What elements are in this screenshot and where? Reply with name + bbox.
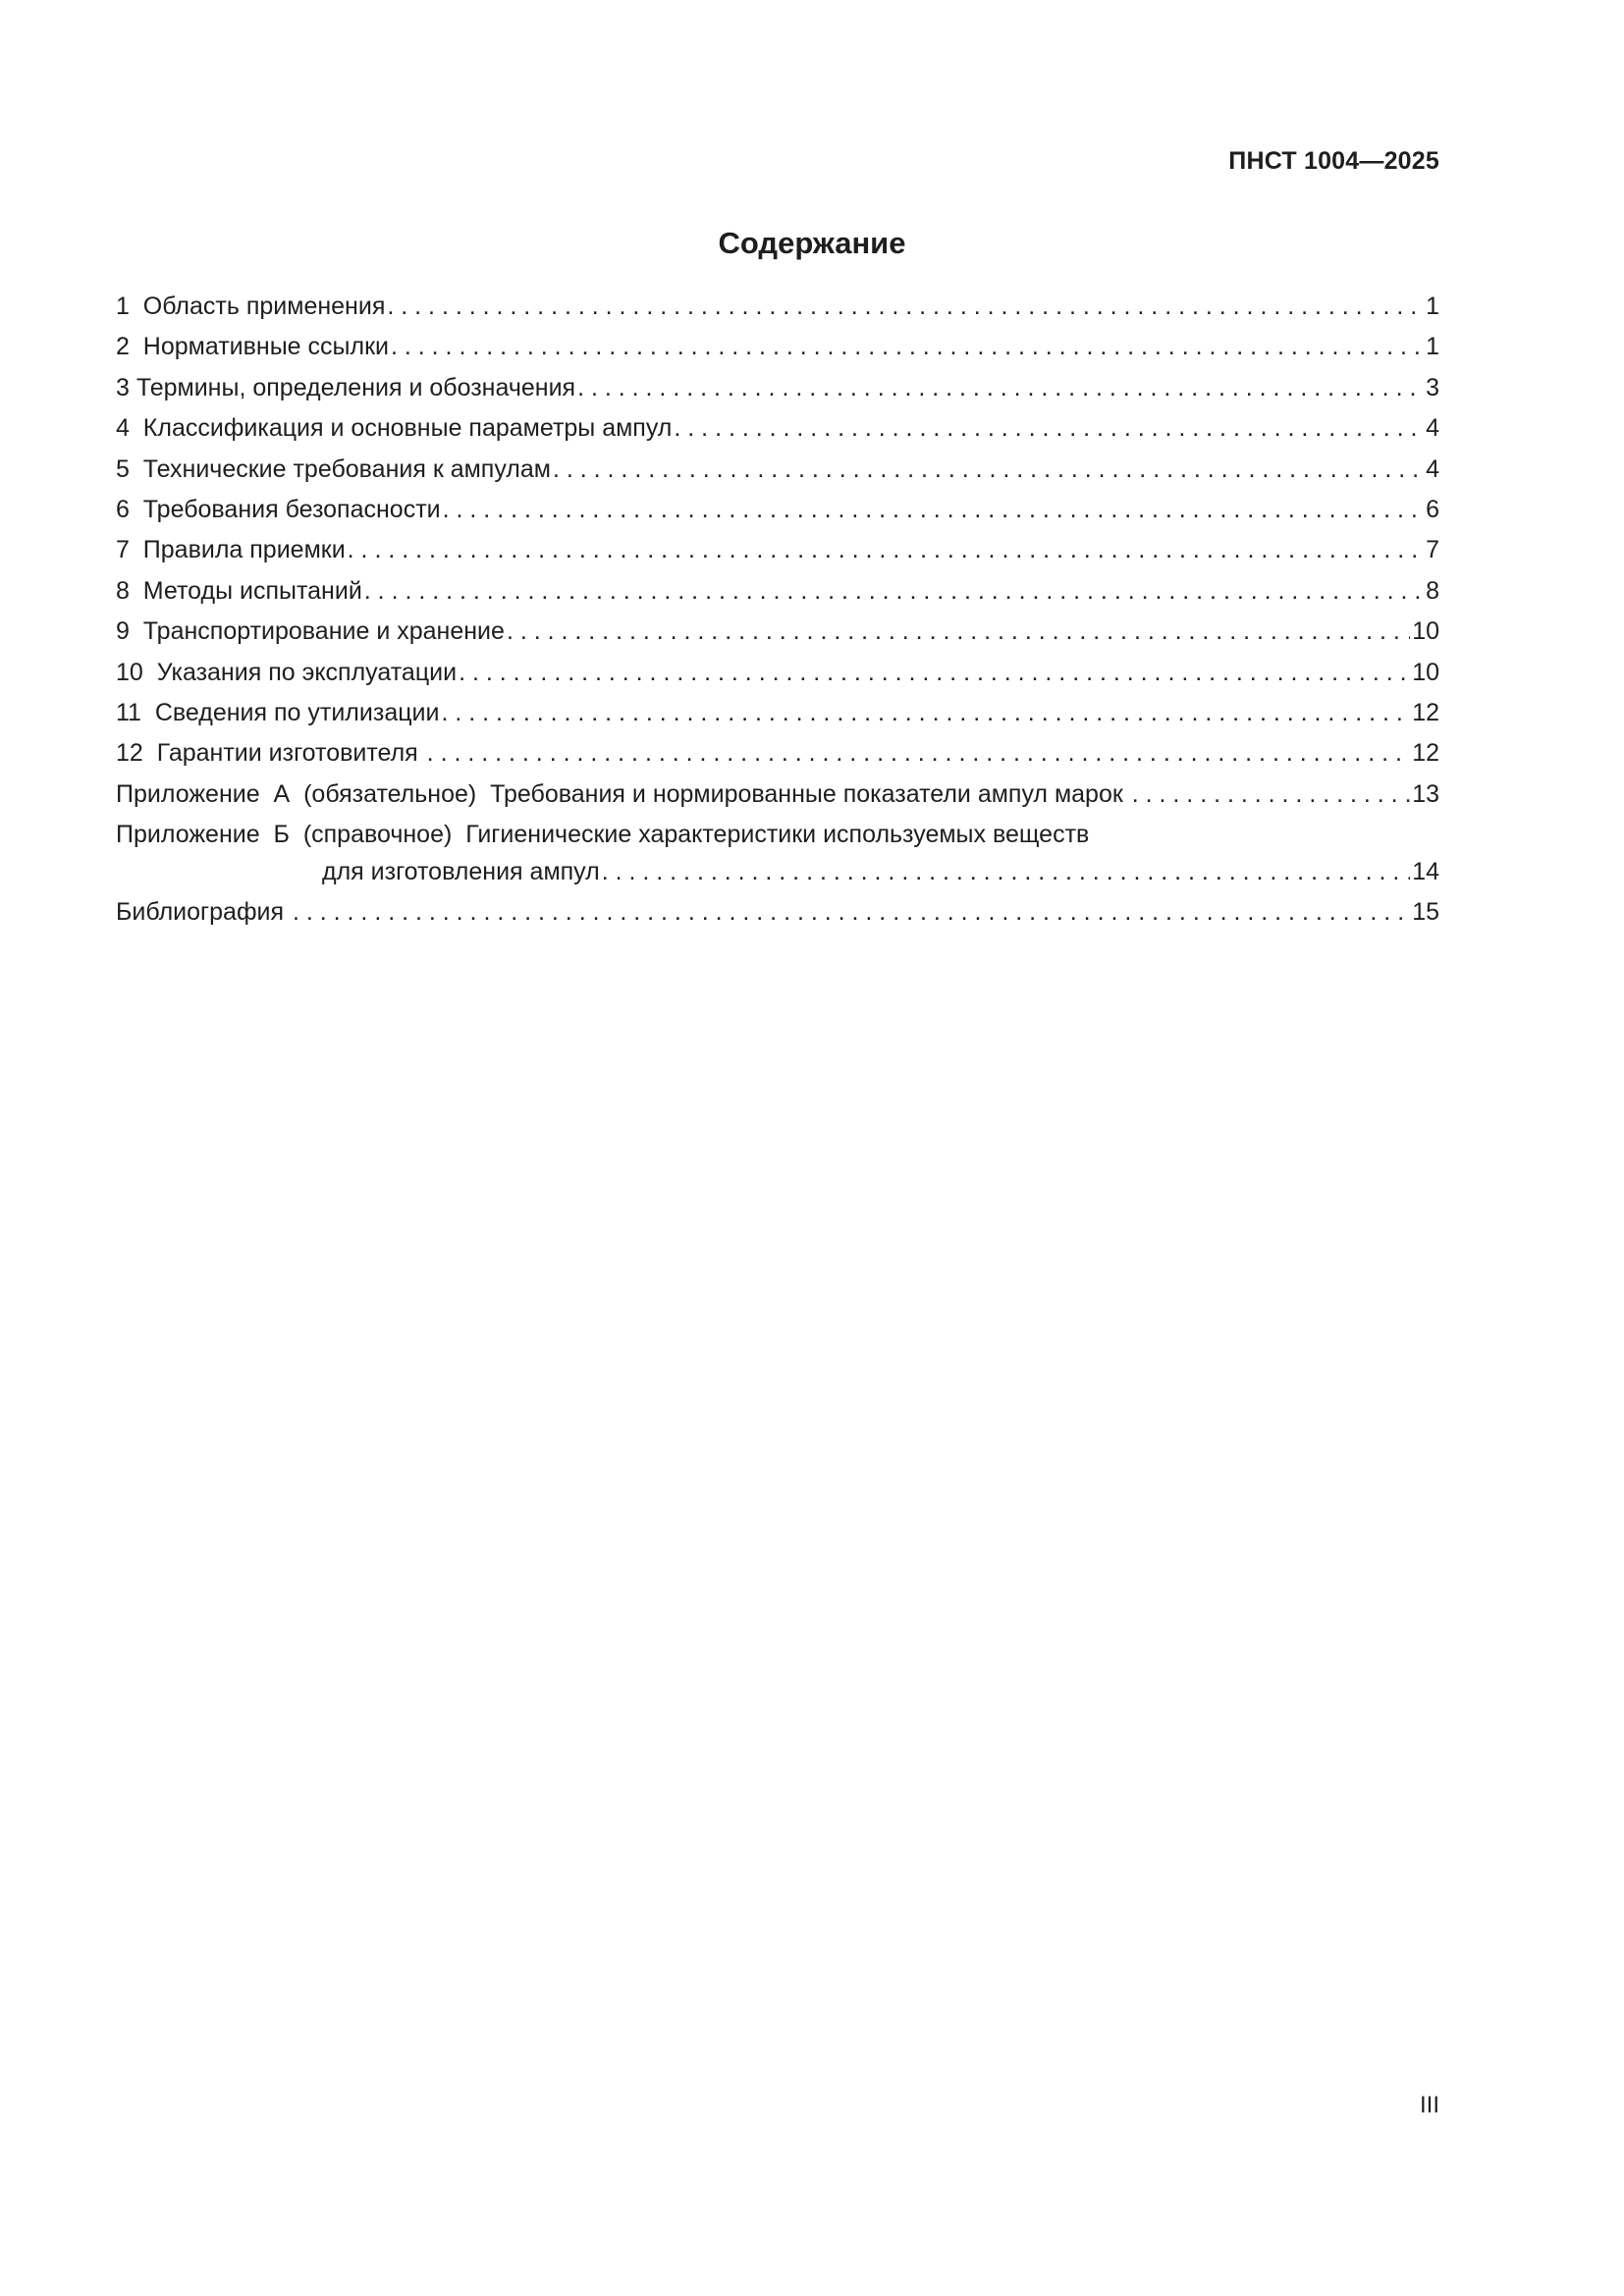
- toc-entry[interactable]: [116, 408, 1439, 449]
- toc-entry-title: 2 Нормативные ссылки: [116, 333, 389, 361]
- toc-leader-dots: [459, 653, 1410, 693]
- toc-entry-page: 15: [1412, 898, 1439, 927]
- toc-entry[interactable]: [116, 733, 1439, 774]
- toc-entry-title: 7 Правила приемки: [116, 536, 346, 564]
- toc-entry-title: 3 Термины, определения и обозначения: [116, 373, 576, 401]
- toc-entry-page: 3: [1426, 373, 1439, 401]
- toc-entry-page: 1: [1426, 333, 1439, 361]
- document-code: ПНСТ 1004—2025: [1228, 147, 1439, 175]
- toc-leader-dots: [674, 408, 1424, 449]
- toc-entry-page: 8: [1426, 576, 1439, 605]
- toc-title: Содержание: [718, 226, 906, 260]
- toc-entry-page: 12: [1412, 698, 1439, 726]
- toc-entry-appendix-b[interactable]: [116, 815, 1439, 888]
- toc-entry-page: 14: [1412, 858, 1439, 886]
- toc-entry[interactable]: [116, 490, 1439, 530]
- toc-leader-dots: [348, 530, 1424, 570]
- toc-entry-title: 6 Требования безопасности: [116, 495, 441, 523]
- toc-entry[interactable]: [116, 693, 1439, 733]
- toc-entry-page: 6: [1426, 495, 1439, 523]
- toc-leader-dots: [577, 368, 1424, 408]
- toc-entry-title: 12 Гарантии изготовителя: [116, 739, 425, 768]
- toc-entry-page: 4: [1426, 454, 1439, 483]
- toc-leader-dots: [507, 612, 1410, 652]
- toc-entry-title: 11 Сведения по утилизации: [116, 698, 440, 726]
- toc-leader-dots: [443, 490, 1424, 530]
- toc-leader-dots: [387, 287, 1424, 327]
- toc-entry[interactable]: [116, 327, 1439, 367]
- toc-entry[interactable]: [116, 450, 1439, 490]
- toc-entry-appendix-a[interactable]: [116, 774, 1439, 815]
- toc-entry-page: 7: [1426, 536, 1439, 564]
- toc-entry[interactable]: [116, 368, 1439, 408]
- toc-leader-dots: [1132, 774, 1410, 815]
- toc-entry[interactable]: [116, 612, 1439, 652]
- page-number: III: [1419, 2092, 1439, 2118]
- toc-entry-title: 5 Технические требования к ампулам: [116, 454, 551, 483]
- toc-leader-dots: [364, 571, 1424, 612]
- toc-entry-title: 1 Область применения: [116, 293, 386, 320]
- toc-entry-title: 8 Методы испытаний: [116, 576, 362, 605]
- toc-entry-page: 12: [1412, 739, 1439, 768]
- toc-entry-page: 10: [1412, 617, 1439, 646]
- toc-entry-page: 1: [1426, 293, 1439, 320]
- toc-entry-title: Библиография: [116, 898, 291, 927]
- toc-entry-title-continuation: для изготовления ампул: [322, 858, 600, 886]
- toc-entry[interactable]: [116, 653, 1439, 693]
- toc-leader-dots: [391, 327, 1424, 367]
- toc-entry-page: 4: [1426, 414, 1439, 443]
- toc-leader-dots: [553, 450, 1424, 490]
- toc-leader-dots: [293, 892, 1410, 933]
- toc-leader-dots: [602, 855, 1410, 888]
- toc-entry-title: 10 Указания по эксплуатации: [116, 658, 458, 686]
- toc-entry-continuation: [116, 855, 1439, 888]
- toc-entry-title: 9 Транспортирование и хранение: [116, 617, 505, 646]
- toc-entry[interactable]: [116, 530, 1439, 570]
- toc-entry-title: 4 Классификация и основные параметры ампул: [116, 414, 673, 443]
- toc-entry-title: Приложение Б (справочное) Гигиенические характеристики используемых веществ: [116, 821, 1090, 849]
- toc-entry-page: 13: [1412, 779, 1439, 808]
- toc-leader-dots: [427, 733, 1411, 774]
- toc-entry[interactable]: [116, 571, 1439, 612]
- toc-entry-bibliography[interactable]: [116, 892, 1439, 933]
- table-of-contents: [116, 287, 1439, 934]
- toc-leader-dots: [441, 693, 1410, 733]
- toc-entry[interactable]: [116, 287, 1439, 327]
- toc-entry-title: Приложение А (обязательное) Требования и нормированные показатели ампул марок: [116, 779, 1130, 808]
- toc-entry-page: 10: [1412, 658, 1439, 686]
